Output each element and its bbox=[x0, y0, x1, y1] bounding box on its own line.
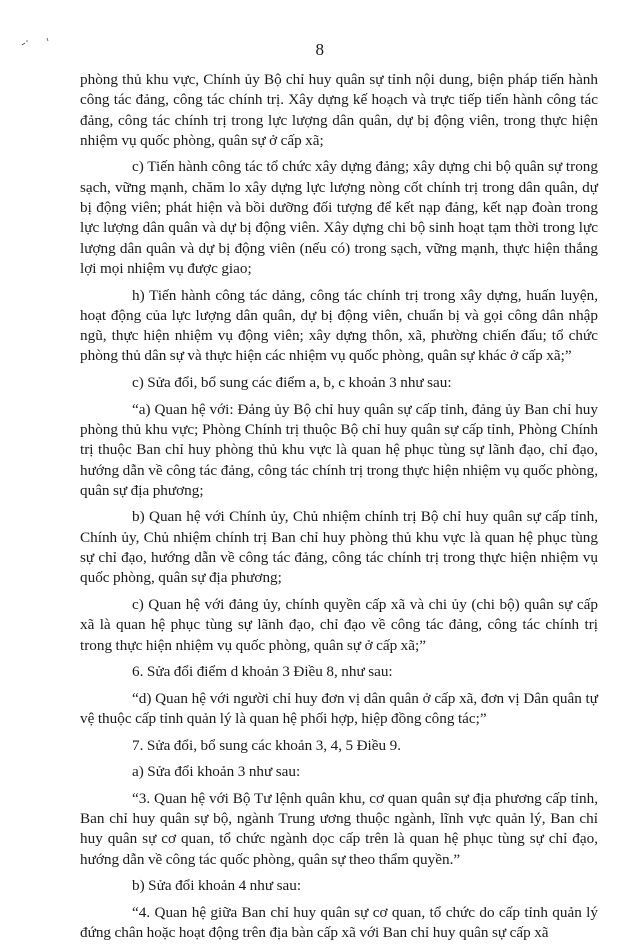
paragraph-point-c: c) Tiến hành công tác tổ chức xây dựng đảng; xây dựng chi bộ quân sự trong sạch, vững mạnh, chăm lo xây dựng lực lượng nòng cốt chính trị trong dân quân, dự bị động viên; phát hiện và bồi dưỡng đối tượng để kết nạp đảng, kết nạp đoàn trong lực lượng dân quân và dự bị động viên. Xây dựng chi bộ sinh hoạt tạm thời trong lực lượng dân quân và dự bị động viên (nếu có) trong sạch, vững mạnh, thực hiện thắng lợi mọi nhiệm vụ được giao; bbox=[80, 158, 598, 277]
paragraph-continuation: phòng thủ khu vực, Chính ủy Bộ chỉ huy quân sự tỉnh nội dung, biện pháp tiến hành công tác đảng, công tác chính trị. Xây dựng kế hoạch và trực tiếp tiến hành công tác đảng, công tác chính trị trong lực lượng dân quân, dự bị động viên, trong thực hiện nhiệm vụ quốc phòng, quân sự ở cấp xã; bbox=[80, 71, 598, 149]
paragraph-clause-4: “4. Quan hệ giữa Ban chỉ huy quân sự cơ quan, tổ chức do cấp tỉnh quản lý đứng chân hoặc hoạt động trên địa bàn cấp xã với Ban chỉ huy quân sự cấp xã bbox=[80, 903, 598, 942]
paragraph-item-7: 7. Sửa đổi, bổ sung các khoản 3, 4, 5 Điều 9. bbox=[132, 736, 401, 754]
paragraph-relation-d: “d) Quan hệ với người chỉ huy đơn vị dân quân ở cấp xã, đơn vị Dân quân tự vệ thuộc cấp tỉnh quản lý là quan hệ phối hợp, hiệp đồng công tác;” bbox=[80, 689, 598, 727]
paragraph-item-6: 6. Sửa đổi điểm d khoản 3 Điều 8, như sau: bbox=[132, 663, 393, 681]
paragraph-relation-a: “a) Quan hệ với: Đảng ủy Bộ chỉ huy quân sự cấp tỉnh, đảng ủy Ban chỉ huy phòng thủ khu vực; Phòng Chính trị thuộc Bộ chỉ huy quân sự cấp tỉnh, Phòng Chính trị thuộc Ban chỉ huy phòng thủ khu vực là quan hệ phục tùng sự lãnh đạo, chỉ đạo, hướng dẫn về công tác đảng, công tác chính trị trong thực hiện nhiệm vụ quốc phòng, quân sự địa phương; bbox=[80, 400, 598, 499]
paragraph-relation-b: b) Quan hệ với Chính ủy, Chủ nhiệm chính trị Bộ chỉ huy quân sự cấp tỉnh, Chính ủy, Chủ nhiệm chính trị Ban chỉ huy phòng thủ khu vực là quan hệ phục tùng sự chỉ đạo, hướng dẫn về công tác đảng, công tác chính trị trong thực hiện nhiệm vụ quốc phòng, quân sự địa phương; bbox=[80, 508, 598, 587]
paragraph-point-h: h) Tiến hành công tác dảng, công tác chính trị trong xây dựng, huấn luyện, hoạt động của lực lượng dân quân, dự bị động viên, chuẩn bị và gọi công dân nhập ngũ, thực hiện nhiệm vụ động viên; xây dựng thôn, xã, phường chiến đấu; tổ chức phòng thủ dân sự và thực hiện các nhiệm vụ quốc phòng, quân sự khác ở cấp xã;” bbox=[80, 286, 598, 365]
page-number: 8 bbox=[315, 40, 325, 59]
document-body bbox=[80, 70, 598, 950]
paragraph-amend-a: a) Sửa đổi khoản 3 như sau: bbox=[132, 763, 301, 781]
paragraph-amend-clause-3: c) Sửa đổi, bổ sung các điểm a, b, c khoản 3 như sau: bbox=[132, 374, 452, 392]
paragraph-amend-b: b) Sửa đổi khoản 4 như sau: bbox=[132, 877, 302, 895]
paragraph-clause-3: “3. Quan hệ với Bộ Tư lệnh quân khu, cơ quan quân sự địa phương cấp tỉnh, Ban chỉ huy quân sự bộ, ngành Trung ương thuộc ngành, lĩnh vực quản lý, Ban chỉ huy quân sự cơ quan, tổ chức ngành dọc cấp trên là quan hệ phục tùng sự chỉ đạo, hướng dẫn về công tác quốc phòng, quân sự theo thẩm quyền.” bbox=[80, 789, 598, 868]
paragraph-relation-c: c) Quan hệ với đảng ủy, chính quyền cấp xã và chi ủy (chi bộ) quân sự cấp xã là quan hệ phục tùng sự lãnh đạo, chỉ đạo về công tác đảng, công tác chính trị trong thực hiện nhiệm vụ quốc phòng, quân sự ở cấp xã;” bbox=[80, 595, 598, 654]
